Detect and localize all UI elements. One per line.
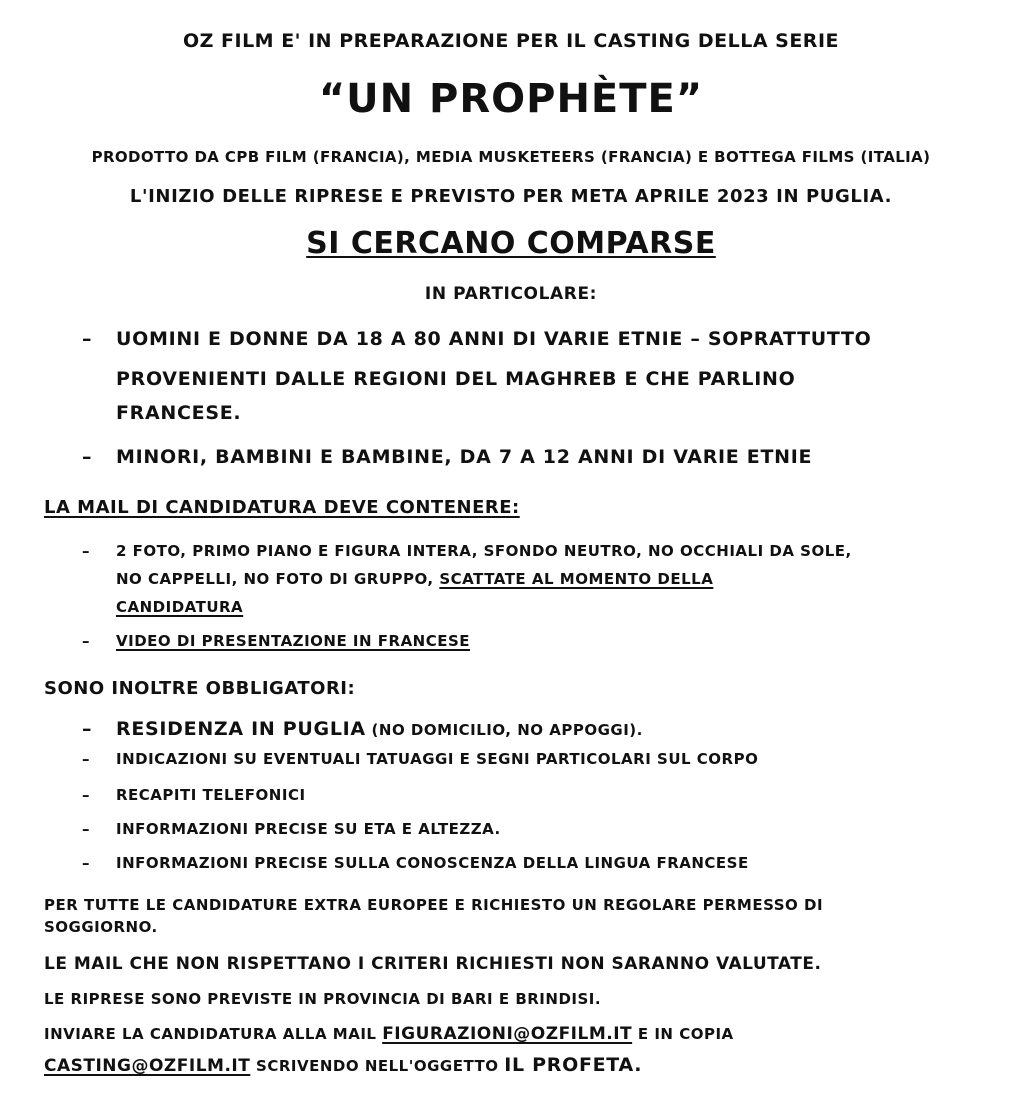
photos-requirement-line1: 2 FOTO, PRIMO PIANO E FIGURA INTERA, SFONDO NEUTRO, NO OCCHIALI DA SOLE, — [116, 542, 852, 560]
list-dash: – — [82, 632, 90, 650]
seeking-extras-heading: SI CERCANO COMPARSE — [306, 226, 716, 261]
photos-requirement-text: NO CAPPELLI, NO FOTO DI GRUPPO, — [116, 570, 440, 588]
photos-timing-underlined: SCATTATE AL MOMENTO DELLA — [439, 570, 714, 588]
list-dash: – — [82, 718, 93, 740]
shooting-start-line: L'INIZIO DELLE RIPRESE E PREVISTO PER META APRILE 2023 IN PUGLIA. — [129, 186, 893, 207]
age-height-requirement: INFORMAZIONI PRECISE SU ETA E ALTEZZA. — [116, 820, 501, 838]
send-prefix: INVIARE LA CANDIDATURA ALLA MAIL — [44, 1025, 383, 1043]
subject-text: IL PROFETA. — [504, 1054, 643, 1076]
residence-note: (NO DOMICILIO, NO APPOGGI). — [365, 721, 643, 739]
subject-prefix: SCRIVENDO NELL'OGGETTO — [250, 1057, 505, 1075]
email-casting-link[interactable]: CASTING@OZFILM.IT — [44, 1056, 251, 1076]
send-instructions-line2 — [44, 1054, 642, 1076]
video-requirement: VIDEO DI PRESENTAZIONE IN FRANCESE — [116, 632, 471, 650]
list-dash: – — [82, 820, 90, 838]
phones-requirement: RECAPITI TELEFONICI — [116, 786, 306, 804]
tattoos-requirement: INDICAZIONI SU EVENTUALI TATUAGGI E SEGNI PARTICOLARI SUL CORPO — [116, 750, 759, 768]
list-dash: – — [82, 786, 90, 804]
mandatory-heading: SONO INOLTRE OBBLIGATORI: — [44, 678, 356, 699]
not-evaluated-note: LE MAIL CHE NON RISPETTANO I CRITERI RICHIESTI NON SARANNO VALUTATE. — [44, 954, 822, 974]
mail-requirements-heading: LA MAIL DI CANDIDATURA DEVE CONTENERE: — [44, 497, 520, 518]
profile-adults-line2: PROVENIENTI DALLE REGIONI DEL MAGHREB E CHE PARLINO — [116, 368, 796, 390]
send-copy: E IN COPIA — [632, 1025, 734, 1043]
list-dash: – — [82, 446, 93, 468]
profile-adults-line3: FRANCESE. — [116, 402, 242, 424]
residence-requirement — [116, 718, 643, 740]
locations-note: LE RIPRESE SONO PREVISTE IN PROVINCIA DI BARI E BRINDISI. — [44, 990, 602, 1008]
residence-label: RESIDENZA IN PUGLIA — [116, 718, 366, 740]
email-figurazioni-link[interactable]: FIGURAZIONI@OZFILM.IT — [382, 1024, 633, 1044]
profile-adults-line1: UOMINI E DONNE DA 18 A 80 ANNI DI VARIE ETNIE – SOPRATTUTTO — [116, 328, 872, 350]
list-dash: – — [82, 328, 93, 350]
series-title: “UN PROPHÈTE” — [318, 76, 704, 122]
photos-requirement-line3: CANDIDATURA — [116, 598, 244, 616]
permit-note-line2: SOGGIORNO. — [44, 918, 158, 936]
profile-minors: MINORI, BAMBINI E BAMBINE, DA 7 A 12 ANNI DI VARIE ETNIE — [116, 446, 813, 468]
french-requirement: INFORMAZIONI PRECISE SULLA CONOSCENZA DELLA LINGUA FRANCESE — [116, 854, 749, 872]
producers-line: PRODOTTO DA CPB FILM (FRANCIA), MEDIA MUSKETEERS (FRANCIA) E BOTTEGA FILMS (ITALIA) — [91, 148, 931, 166]
list-dash: – — [82, 542, 90, 560]
send-instructions-line1 — [44, 1024, 734, 1044]
permit-note-line1: PER TUTTE LE CANDIDATURE EXTRA EUROPEE E RICHIESTO UN REGOLARE PERMESSO DI — [44, 896, 824, 914]
list-dash: – — [82, 750, 90, 768]
photos-requirement-line2 — [116, 570, 713, 588]
intro-line: OZ FILM E' IN PREPARAZIONE PER IL CASTING DELLA SERIE — [182, 30, 839, 52]
in-particular-label: IN PARTICOLARE: — [424, 284, 598, 304]
list-dash: – — [82, 854, 90, 872]
